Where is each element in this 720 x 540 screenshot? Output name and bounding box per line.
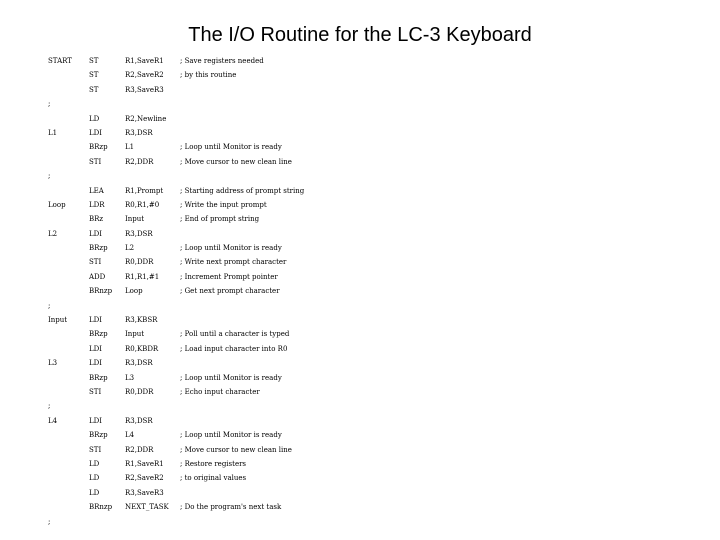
code-opcode: ST — [89, 85, 99, 94]
code-opcode: LEA — [89, 186, 104, 195]
code-operands: R3,SaveR3 — [125, 85, 164, 94]
code-label: L3 — [48, 359, 58, 368]
code-line — [0, 112, 720, 126]
code-label: Input — [48, 316, 68, 325]
code-opcode: BRnzp — [89, 503, 113, 512]
code-operands: L3 — [125, 373, 135, 382]
code-line — [0, 270, 720, 284]
code-line — [0, 54, 720, 68]
code-opcode: LDI — [89, 316, 103, 325]
code-comment: ; Load input character into R0 — [180, 344, 288, 353]
code-operands: L1 — [125, 143, 135, 152]
code-opcode: LD — [89, 459, 100, 468]
code-opcode: BRzp — [89, 143, 108, 152]
code-label: L2 — [48, 229, 58, 238]
code-operands: NEXT_TASK — [125, 503, 169, 512]
code-opcode: ST — [89, 57, 99, 65]
code-opcode: STI — [89, 157, 102, 166]
code-comment: ; Write next prompt character — [180, 258, 287, 267]
code-line — [0, 155, 720, 169]
code-line — [0, 140, 720, 154]
code-operands: R2,DDR — [125, 445, 154, 454]
code-operands: R3,KBSR — [125, 316, 158, 325]
code-label: L1 — [48, 128, 58, 137]
code-line — [0, 428, 720, 442]
code-line — [0, 184, 720, 198]
code-opcode: BRz — [89, 215, 104, 224]
code-line — [0, 241, 720, 255]
code-operands: R2,SaveR2 — [125, 474, 164, 483]
code-line — [0, 399, 720, 413]
code-operands: Input — [125, 215, 145, 224]
code-operands: R0,DDR — [125, 258, 154, 267]
code-label: ; — [48, 301, 51, 310]
code-comment: ; Loop until Monitor is ready — [180, 143, 282, 152]
code-label: ; — [48, 402, 51, 411]
code-comment: ; Move cursor to new clean line — [180, 445, 292, 454]
code-operands: R3,SaveR3 — [125, 488, 164, 497]
code-line — [0, 457, 720, 471]
code-operands: R3,DSR — [125, 359, 153, 368]
code-operands: Loop — [125, 287, 143, 296]
code-comment: ; to original values — [180, 474, 247, 483]
code-listing — [0, 54, 720, 529]
code-comment: ; Restore registers — [180, 459, 247, 468]
code-line — [0, 327, 720, 341]
code-comment: ; Do the program's next task — [180, 503, 282, 512]
code-operands: R1,SaveR1 — [125, 459, 164, 468]
code-line — [0, 169, 720, 183]
code-comment: ; Loop until Monitor is ready — [180, 373, 282, 382]
code-opcode: LDI — [89, 344, 103, 353]
code-operands: L2 — [125, 244, 135, 253]
code-operands: R0,DDR — [125, 387, 154, 396]
code-line — [0, 443, 720, 457]
code-line — [0, 284, 720, 298]
code-label: Loop — [48, 200, 66, 209]
code-line — [0, 414, 720, 428]
code-opcode: LD — [89, 474, 100, 483]
code-comment: ; Increment Prompt pointer — [180, 272, 278, 281]
code-operands: R2,SaveR2 — [125, 71, 164, 80]
code-opcode: BRnzp — [89, 287, 113, 296]
code-operands: R2,Newline — [125, 114, 167, 123]
code-opcode: STI — [89, 387, 102, 396]
code-opcode: STI — [89, 258, 102, 267]
code-label: START — [48, 57, 72, 65]
slide-title: The I/O Routine for the LC-3 Keyboard — [188, 24, 532, 46]
code-opcode: LDI — [89, 359, 103, 368]
code-comment: ; End of prompt string — [180, 215, 260, 224]
code-comment: ; Poll until a character is typed — [180, 330, 290, 339]
code-opcode: BRzp — [89, 244, 108, 253]
code-comment: ; Starting address of prompt string — [180, 186, 305, 195]
code-line — [0, 227, 720, 241]
code-comment: ; Save registers needed — [180, 57, 264, 65]
code-line — [0, 471, 720, 485]
code-operands: R2,DDR — [125, 157, 154, 166]
code-line — [0, 356, 720, 370]
code-operands: R0,R1,#0 — [125, 200, 160, 209]
code-operands: R1,SaveR1 — [125, 57, 164, 65]
code-line — [0, 68, 720, 82]
code-operands: R3,DSR — [125, 128, 153, 137]
code-line — [0, 486, 720, 500]
code-line — [0, 371, 720, 385]
code-opcode: LDI — [89, 229, 103, 238]
code-line — [0, 500, 720, 514]
code-line — [0, 313, 720, 327]
code-comment: ; Loop until Monitor is ready — [180, 244, 282, 253]
code-line — [0, 255, 720, 269]
code-label: ; — [48, 172, 51, 181]
code-opcode: LD — [89, 488, 100, 497]
code-opcode: LDI — [89, 128, 103, 137]
code-line — [0, 97, 720, 111]
code-opcode: LDR — [89, 200, 105, 209]
code-line — [0, 515, 720, 529]
code-opcode: ST — [89, 71, 99, 80]
code-line — [0, 385, 720, 399]
code-operands: R0,KBDR — [125, 344, 159, 353]
code-comment: ; Loop until Monitor is ready — [180, 431, 282, 440]
code-opcode: BRzp — [89, 330, 108, 339]
code-comment: ; Echo input character — [180, 387, 260, 396]
code-line — [0, 198, 720, 212]
code-operands: R3,DSR — [125, 416, 153, 425]
code-line — [0, 299, 720, 313]
code-operands: L4 — [125, 431, 135, 440]
code-comment: ; by this routine — [180, 71, 237, 80]
code-opcode: BRzp — [89, 431, 108, 440]
code-opcode: STI — [89, 445, 102, 454]
code-operands: Input — [125, 330, 145, 339]
code-comment: ; Write the input prompt — [180, 200, 267, 209]
code-line — [0, 342, 720, 356]
code-label: ; — [48, 100, 51, 109]
code-opcode: ADD — [89, 272, 106, 281]
code-line — [0, 126, 720, 140]
code-line — [0, 212, 720, 226]
code-operands: R1,Prompt — [125, 186, 164, 195]
code-label: L4 — [48, 416, 58, 425]
code-label: ; — [48, 517, 51, 526]
code-line — [0, 83, 720, 97]
code-operands: R3,DSR — [125, 229, 153, 238]
code-comment: ; Get next prompt character — [180, 287, 280, 296]
code-opcode: LD — [89, 114, 100, 123]
code-comment: ; Move cursor to new clean line — [180, 157, 292, 166]
code-operands: R1,R1,#1 — [125, 272, 160, 281]
code-opcode: LDI — [89, 416, 103, 425]
code-opcode: BRzp — [89, 373, 108, 382]
